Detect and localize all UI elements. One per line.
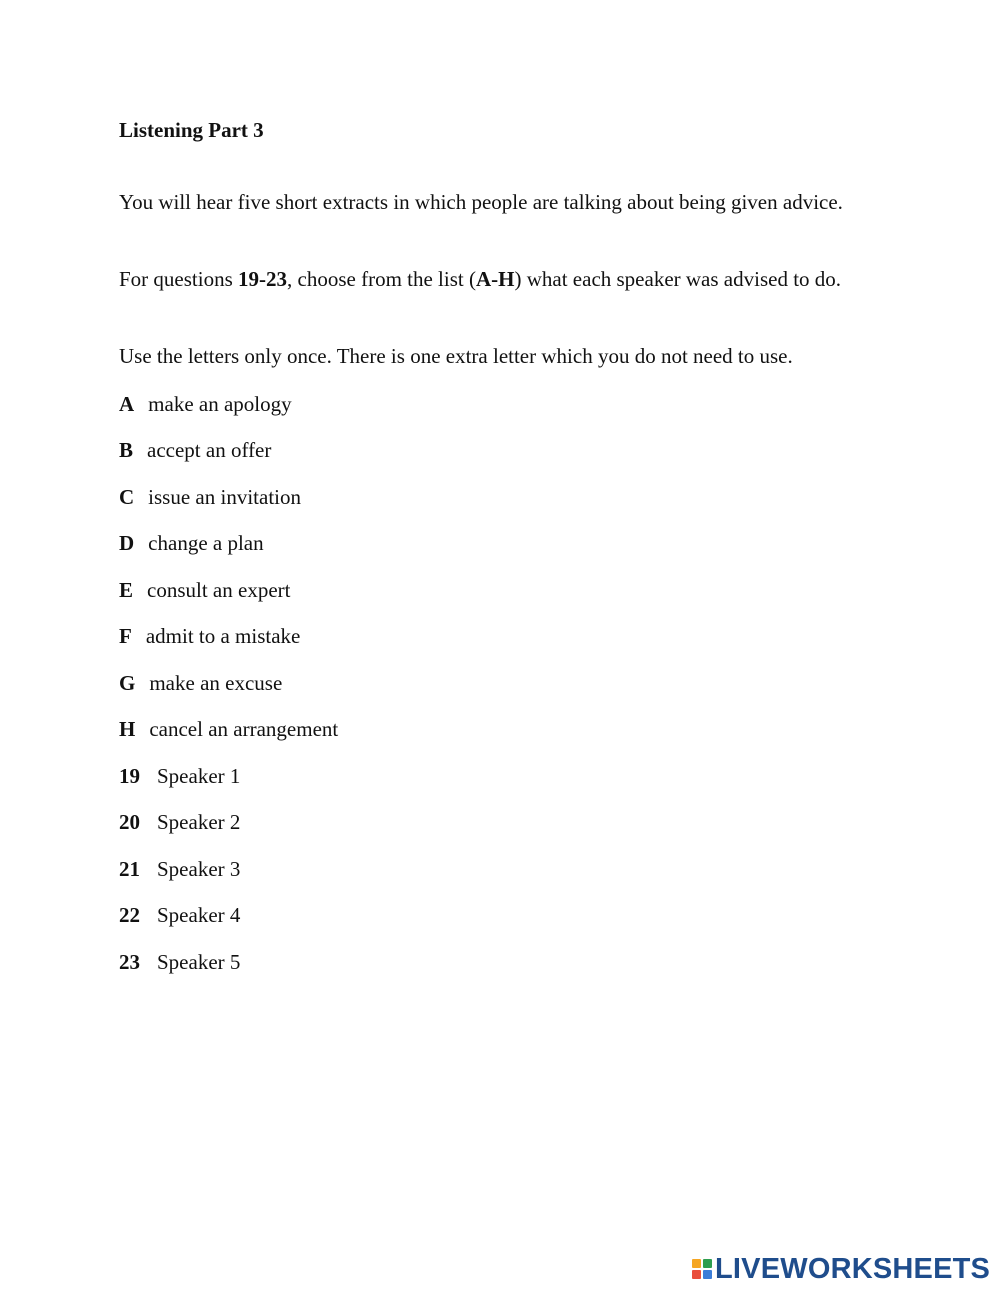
option-a: [119, 390, 292, 418]
option-text: issue an invitation: [148, 485, 301, 509]
question-speaker: Speaker 2: [157, 810, 241, 834]
question-20: [119, 808, 240, 836]
option-letter: A: [119, 392, 135, 416]
liveworksheets-logo: [692, 1254, 990, 1284]
q-prefix: For questions: [119, 267, 239, 291]
question-number: 19: [119, 764, 140, 788]
option-b: [119, 436, 271, 464]
liveworksheets-logo-icon: [692, 1259, 712, 1279]
logo-tile-orange: [692, 1259, 701, 1268]
option-e: [119, 576, 290, 604]
logo-tile-blue: [703, 1270, 712, 1279]
question-speaker: Speaker 3: [157, 857, 241, 881]
q-suffix: ) what each speaker was advised to do.: [514, 267, 842, 291]
option-h: [119, 715, 338, 743]
option-letter: B: [119, 438, 134, 462]
question-21: [119, 855, 240, 883]
intro-text: You will hear five short extracts in which people are talking about being given advice.: [119, 190, 843, 214]
rule-text: Use the letters only once. There is one extra letter which you do not need to use.: [119, 344, 793, 368]
option-text: admit to a mistake: [145, 624, 301, 648]
option-text: change a plan: [148, 531, 264, 555]
question-number: 23: [119, 950, 140, 974]
option-letter: F: [119, 624, 132, 648]
q-middle: , choose from the list (: [287, 267, 476, 291]
option-text: make an apology: [148, 392, 292, 416]
option-letter: C: [119, 485, 135, 509]
question-speaker: Speaker 5: [157, 950, 241, 974]
option-f: [119, 622, 300, 650]
question-instruction: [119, 264, 889, 295]
option-letter: H: [119, 717, 136, 741]
logo-tile-red: [692, 1270, 701, 1279]
option-text: consult an expert: [147, 578, 291, 602]
option-text: cancel an arrangement: [149, 717, 339, 741]
option-letter: E: [119, 578, 134, 602]
option-g: [119, 669, 282, 697]
question-number: 21: [119, 857, 140, 881]
q-letters: A-H: [475, 267, 515, 291]
option-letter: D: [119, 531, 135, 555]
option-letter: G: [119, 671, 136, 695]
option-text: make an excuse: [149, 671, 283, 695]
question-22: [119, 901, 240, 929]
question-speaker: Speaker 4: [157, 903, 241, 927]
page-title: Listening Part 3: [119, 118, 264, 142]
option-c: [119, 483, 301, 511]
question-19: [119, 762, 240, 790]
question-number: 20: [119, 810, 140, 834]
question-number: 22: [119, 903, 140, 927]
q-range: 19-23: [238, 267, 288, 291]
question-23: [119, 948, 240, 976]
question-speaker: Speaker 1: [157, 764, 241, 788]
brand-name: LIVEWORKSHEETS: [715, 1252, 991, 1285]
option-text: accept an offer: [147, 438, 272, 462]
logo-tile-green: [703, 1259, 712, 1268]
option-d: [119, 529, 264, 557]
